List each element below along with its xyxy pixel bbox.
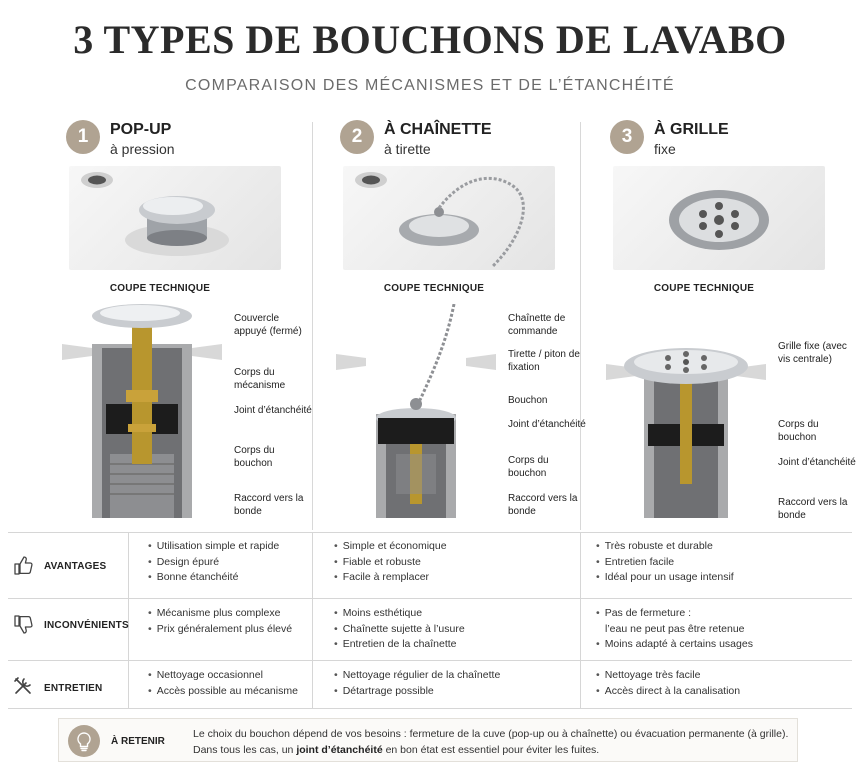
inconvenients-row [8,599,852,660]
avantages-chain-cell [334,539,447,586]
callout: Grille fixe (avec vis centrale) [778,341,847,365]
list-item: • Simple et économique [334,539,447,555]
callout: Raccord vers la bonde [508,493,578,517]
list-item: • Design épuré [148,555,279,571]
callout: Joint d’étanchéité [508,419,586,430]
entretien-popup-cell [148,668,298,699]
lightbulb-icon [68,725,100,757]
page-title: 3 TYPES DE BOUCHONS DE LAVABO [73,17,787,62]
callout: Corps du bouchon [778,419,819,443]
list-item-continuation: l’eau ne peut pas être retenue [605,622,745,635]
list-item: • Entretien de la chaînette [334,637,465,653]
list-item: • Détartrage possible [334,684,500,700]
list-item: • Entretien facile [596,555,734,571]
list-item: • Nettoyage très facile [596,668,740,684]
chain-cross-section [336,304,496,524]
callout: Corps du mécanisme [234,367,286,391]
inconvenients-grid-cell [596,606,753,653]
grid-photo [613,166,825,270]
thumbs-down-icon [12,614,34,636]
list-item: • Bonne étanchéité [148,570,279,586]
type-subtitle: à pression [110,141,175,157]
inconvenients-popup-cell [148,606,292,637]
list-item: • Mécanisme plus complexe [148,606,292,622]
list-item: • Pas de fermeture : [596,606,753,622]
type-subtitle: à tirette [384,141,431,157]
list-item: • Fiable et robuste [334,555,447,571]
chain-photo [343,166,555,270]
avantages-grid-cell [596,539,734,586]
coupe-technique-label: COUPE TECHNIQUE [653,283,755,294]
entretien-grid-cell [596,668,740,699]
retain-label: À RETENIR [111,736,165,747]
callout: Joint d’étanchéité [778,457,856,468]
callout: Raccord vers la bonde [778,497,848,521]
type-subtitle: fixe [654,141,676,157]
callout: Couvercle appuyé (fermé) [234,313,302,337]
list-item: • Moins adapté à certains usages [596,637,753,653]
list-item: • Très robuste et durable [596,539,734,555]
type-number-badge: 3 [610,120,644,154]
entretien-chain-cell [334,668,500,699]
popup-cross-section [62,304,222,524]
type-title: POP-UP [110,121,172,138]
type-chain-column [318,118,588,528]
inconvenients-chain-cell [334,606,465,653]
coupe-technique-label: COUPE TECHNIQUE [383,283,485,294]
callout: Chaînette de commande [508,313,566,337]
coupe-technique-label: COUPE TECHNIQUE [109,283,211,294]
avantages-row [8,533,852,598]
list-item: • Prix généralement plus élevé [148,622,292,638]
list-item: • Accès direct à la canalisation [596,684,740,700]
callout: Tirette / piton de fixation [508,349,580,373]
retain-text-line [193,742,793,758]
retain-text [193,726,793,758]
list-item: • Nettoyage occasionnel [148,668,298,684]
list-item: • Nettoyage régulier de la chaînette [334,668,500,684]
type-grid-column [588,118,858,528]
callout: Bouchon [508,395,548,406]
table-divider [8,708,852,709]
retain-box [58,718,798,762]
popup-photo [69,166,281,270]
retain-text-part: en bon état est essentiel pour éviter les fuites. [382,744,600,756]
type-number-badge: 1 [66,120,100,154]
type-title: À GRILLE [654,121,729,138]
callout: Joint d’étanchéité [234,405,312,416]
list-item: • Moins esthétique [334,606,465,622]
retain-text-part: Dans tous les cas, un [193,744,297,756]
page-subtitle: COMPARAISON DES MÉCANISMES ET DE L’ÉTANCHÉITÉ [185,77,675,94]
list-item: • Utilisation simple et rapide [148,539,279,555]
grid-cross-section [606,304,766,524]
thumbs-up-icon [12,554,34,576]
type-number-badge: 2 [340,120,374,154]
row-label: ENTRETIEN [44,683,103,694]
retain-text-line: Le choix du bouchon dépend de vos besoins : fermeture de la cuve (pop-up ou à chaînette) ou évacuation permanente (à grille). [193,728,789,740]
list-item: • Accès possible au mécanisme [148,684,298,700]
callout: Corps du bouchon [508,455,549,479]
retain-text-emphasis: joint d’étanchéité [296,744,383,756]
type-popup-column [44,118,314,528]
tools-icon [12,675,34,697]
callout: Corps du bouchon [234,445,275,469]
row-label: INCONVÉNIENTS [44,620,129,631]
callout: Raccord vers la bonde [234,493,304,517]
avantages-popup-cell [148,539,279,586]
list-item: • Idéal pour un usage intensif [596,570,734,586]
list-item: • Facile à remplacer [334,570,447,586]
list-item: • Chaînette sujette à l’usure [334,622,465,638]
type-title: À CHAÎNETTE [384,121,492,138]
row-label: AVANTAGES [44,561,107,572]
entretien-row [8,661,852,708]
